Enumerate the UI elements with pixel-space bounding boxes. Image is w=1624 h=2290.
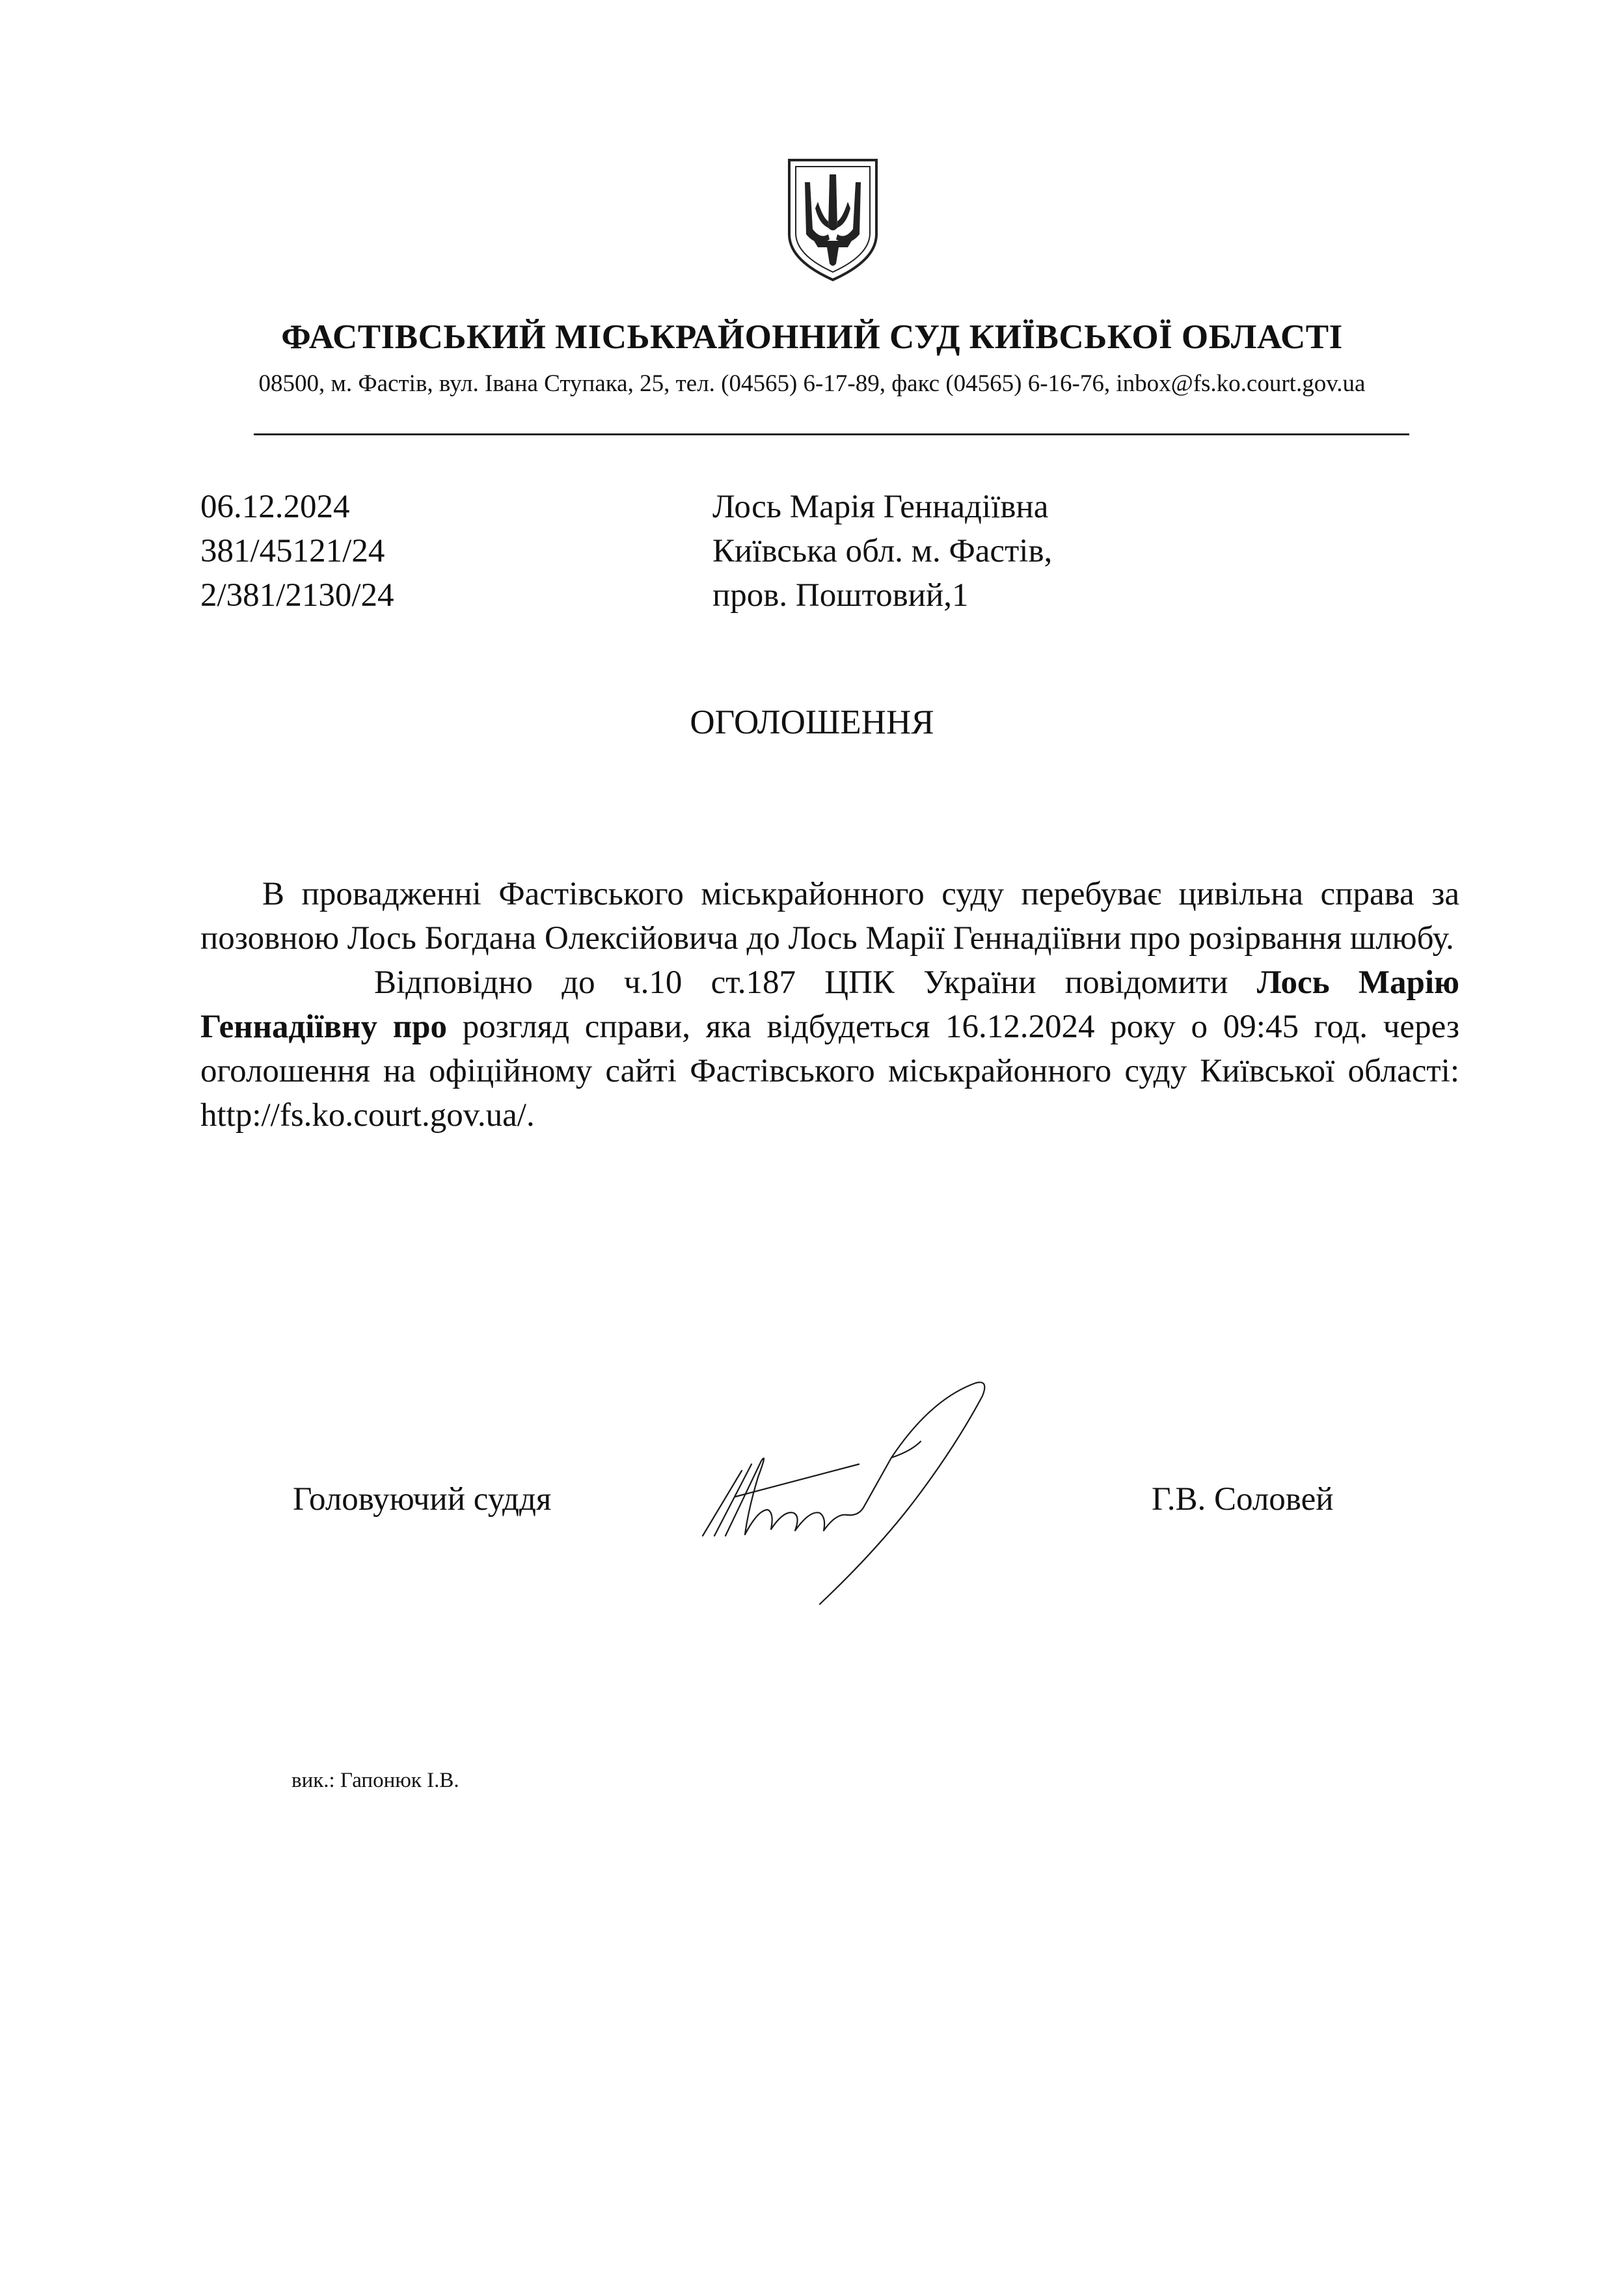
signatory-role: Головуючий суддя — [293, 1481, 552, 1518]
para2-text-1: Відповідно до ч.10 ст.187 ЦПК України повідомити — [374, 964, 1257, 1001]
document-meta — [200, 485, 394, 618]
body-paragraph-1: В провадженні Фастівського міськрайонного суду перебуває цивільна справа за позовною Лось Богдана Олексійовича до Лось Марії Геннадіївни про розірвання шлюбу. — [200, 876, 1459, 957]
addressee-address-line2: пров. Поштовий,1 — [712, 577, 969, 614]
court-address: 08500, м. Фастів, вул. Івана Ступака, 25, тел. (04565) 6-17-89, факс (04565) 6-16-76, inbox@fs.ko.court.gov.ua — [258, 370, 1366, 397]
para2-bold-name: Лось Марію Геннадіївну про — [200, 964, 1459, 1045]
document-date: 06.12.2024 — [200, 489, 350, 525]
header-divider — [254, 433, 1409, 435]
court-name: ФАСТІВСЬКИЙ МІСЬКРАЙОННИЙ СУД КИЇВСЬКОЇ ОБЛАСТІ — [281, 318, 1343, 356]
addressee-address-line1: Київська обл. м. Фастів, — [712, 533, 1053, 569]
trident-coat-of-arms-icon — [784, 156, 882, 283]
signatory-name: Г.В. Соловей — [1152, 1481, 1334, 1518]
case-number: 2/381/2130/24 — [200, 577, 394, 614]
addressee-name: Лось Марія Геннадіївна — [712, 489, 1049, 525]
document-body — [200, 872, 1459, 1138]
outgoing-number: 381/45121/24 — [200, 533, 385, 569]
para2-text-2: розгляд справи, яка відбудеться 16.12.2024 року о 09:45 год. через оголошення на офіційному сайті Фастівського міськрайонного суду Київської області: http://fs.ko.court.gov.ua/. — [200, 1009, 1459, 1134]
handwritten-signature — [696, 1380, 1035, 1607]
addressee-block — [712, 485, 1052, 618]
executor-note: вик.: Гапонюк І.В. — [291, 1769, 459, 1792]
document-title: ОГОЛОШЕННЯ — [690, 703, 934, 741]
body-paragraph-2 — [200, 961, 1459, 1138]
